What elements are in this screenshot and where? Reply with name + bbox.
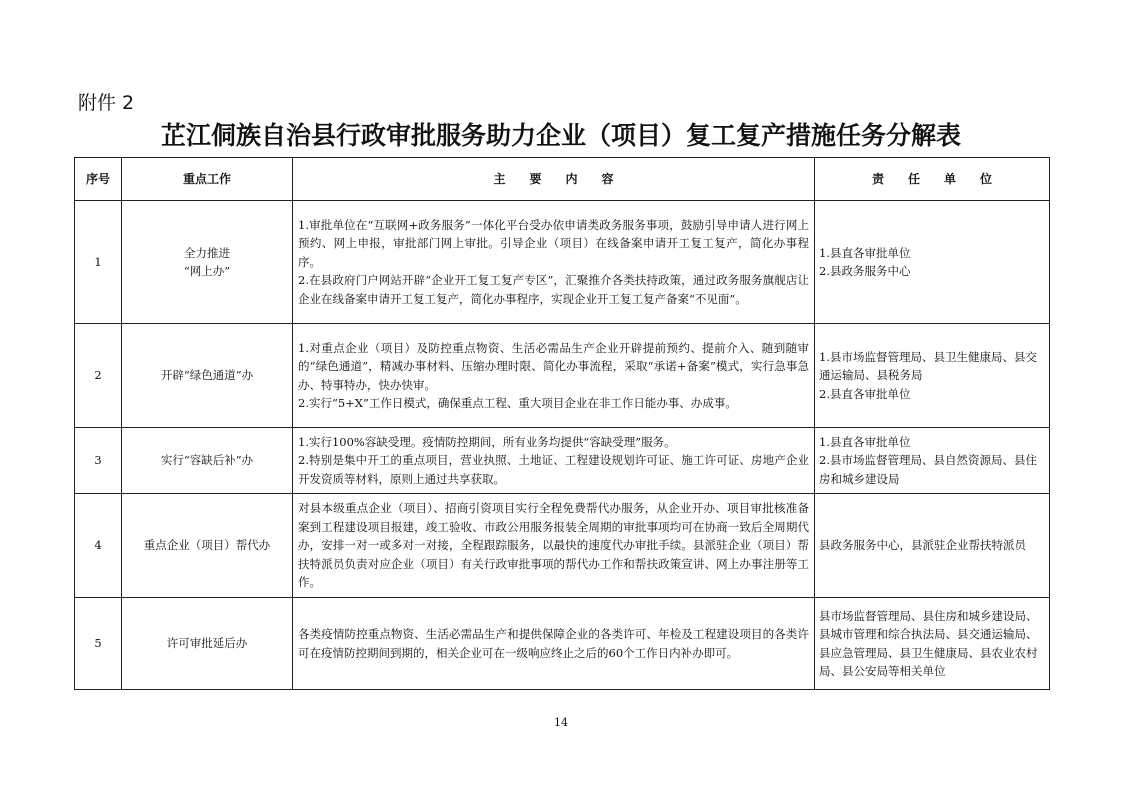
table-row [75,201,1050,324]
content-item: 2.特别是集中开工的重点项目，营业执照、土地证、工程建设规划许可证、施工许可证、房地产企业开发资质等材料，原则上通过共享获取。 [298,453,809,486]
attachment-label: 附件 2 [78,92,135,114]
row-work [122,494,293,598]
work-line: 实行“容缺后补”办 [160,453,254,468]
header-no: 序号 [75,158,122,201]
row-content [293,201,815,324]
work-line: “网上办” [183,264,231,278]
document-title: 芷江侗族自治县行政审批服务助力企业（项目）复工复产措施任务分解表 [160,121,961,150]
row-no: 2 [75,324,122,428]
table-row [75,428,1050,494]
content-item: 1.实行100%容缺受理。疫情防控期间，所有业务均提供“容缺受理”服务。 [298,434,676,449]
row-unit [815,324,1050,428]
table-row [75,494,1050,598]
unit-item: 县市场监督管理局、县住房和城乡建设局、县城市管理和综合执法局、县交通运输局、县应急管理局、县卫生健康局、县农业农村局、县公安局等相关单位 [819,608,1038,678]
row-no: 4 [75,494,122,598]
table-row [75,598,1050,690]
unit-item: 2.县政务服务中心 [819,264,911,278]
table-header-row [75,158,1050,201]
unit-item: 1.县直各审批单位 [819,245,911,260]
unit-item: 县政务服务中心，县派驻企业帮扶特派员 [819,538,1026,553]
row-content [293,324,815,428]
row-no: 1 [75,201,122,324]
row-unit [815,428,1050,494]
row-content [293,494,815,598]
row-work [122,324,293,428]
work-line: 许可审批延后办 [166,636,248,651]
row-content [293,598,815,690]
content-item: 对县本级重点企业（项目）、招商引资项目实行全程免费帮代办服务，从企业开办、项目审批核准备案到工程建设项目报建，竣工验收、市政公用服务报装全周期的审批事项均可在协商一致后全周期代办，安排一对一或多对一对接，全程跟踪服务，以最快的速度代办审批手续。县派驻企业（项目）帮扶特派员负责对应企业（项目）有关行政审批事项的帮代办工作和帮扶政策宣讲、网上办事注册等工作。 [298,501,809,590]
task-table [74,157,1050,690]
content-item: 各类疫情防控重点物资、生活必需品生产和提供保障企业的各类许可、年检及工程建设项目的各类许可在疫情防控期间到期的，相关企业可在一级响应终止之后的60个工作日内补办即可。 [298,627,809,660]
row-content [293,428,815,494]
unit-item: 1.县市场监督管理局、县卫生健康局、县交通运输局、县税务局 [819,349,1037,383]
work-line: 开辟“绿色通道”办 [160,368,254,383]
header-unit: 责 任 单 位 [815,158,1050,201]
page-number: 14 [554,716,568,729]
row-work [122,428,293,494]
work-line: 全力推进 [184,245,230,260]
work-line: 重点企业（项目）帮代办 [143,538,271,553]
content-item: 2.在县政府门户网站开辟“企业开工复工复产专区”，汇聚推介各类扶持政策，通过政务服务旗舰店让企业在线备案申请开工复工复产，简化办事程序，实现企业开工复工复产备案“不见面”。 [298,273,809,306]
row-unit [815,201,1050,324]
row-no: 5 [75,598,122,690]
row-work [122,598,293,690]
header-content: 主 要 内 容 [293,158,815,201]
table-row [75,324,1050,428]
unit-item: 2.县市场监督管理局、县自然资源局、县住房和城乡建设局 [819,453,1037,486]
unit-item: 1.县直各审批单位 [819,434,911,449]
content-item: 1.对重点企业（项目）及防控重点物资、生活必需品生产企业开辟提前预约、提前介入、随到随审的“绿色通道”，精减办事材料、压缩办理时限、简化办事流程，采取“承诺+备案”模式，实行急事急办、特事特办，快办快审。 [298,340,809,392]
row-work [122,201,293,324]
content-item: 2.实行“5+X”工作日模式，确保重点工程、重大项目企业在非工作日能办事、办成事。 [298,396,737,410]
content-item: 1.审批单位在“互联网+政务服务”一体化平台受办依申请类政务服务事项，鼓励引导申请人进行网上预约、网上申报，审批部门网上审批。引导企业（项目）在线备案申请开工复工复产，简化办事程序。 [298,217,809,269]
unit-item: 2.县直各审批单位 [819,386,911,401]
row-no: 3 [75,428,122,494]
row-unit [815,598,1050,690]
header-work: 重点工作 [122,158,293,201]
row-unit [815,494,1050,598]
